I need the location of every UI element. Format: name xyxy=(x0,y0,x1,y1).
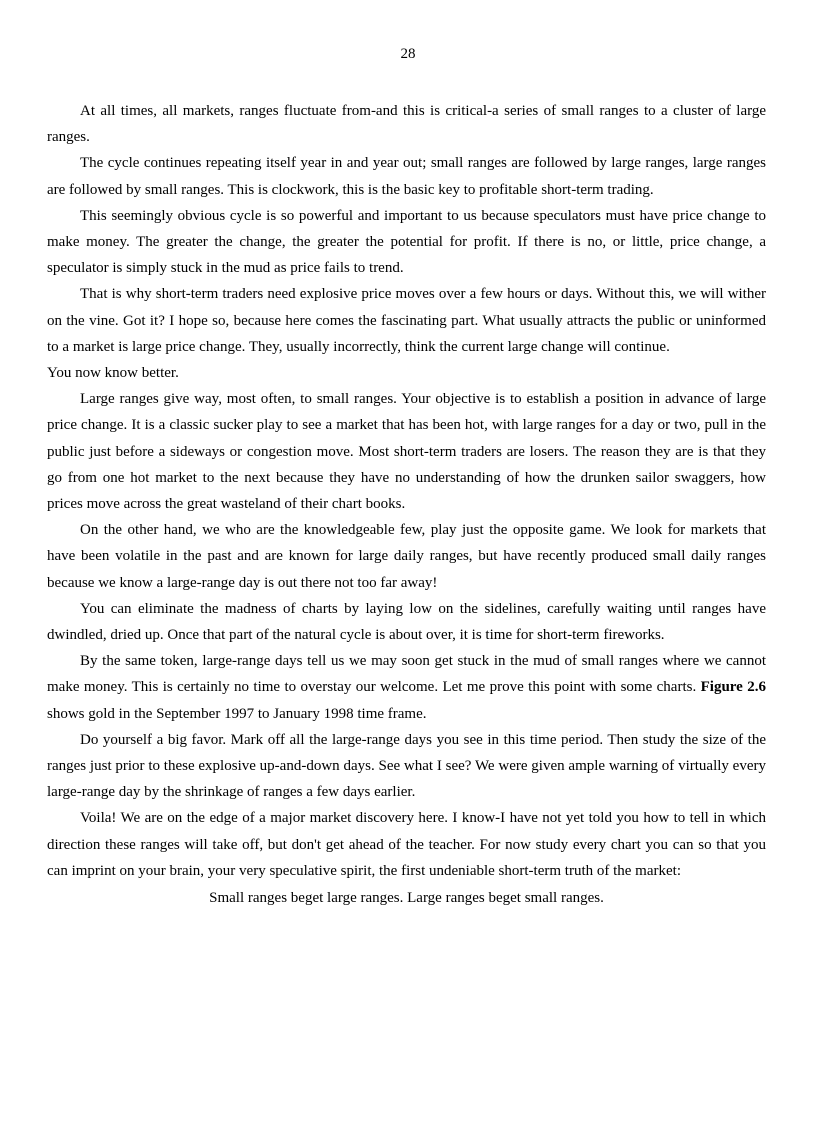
paragraph-3: This seemingly obvious cycle is so powerful and important to us because speculators must have price change to make money. The greater the change, the greater the potential for profit. If there is no, or little, price change, a speculator is simply stuck in the mud as price fails to trend. xyxy=(47,207,766,277)
paragraph-8: You can eliminate the madness of charts by laying low on the sidelines, carefully waiting until ranges have dwindled, dried up. Once that part of the natural cycle is about over, it is time for short-term fireworks. xyxy=(47,600,766,644)
paragraph-11: Voila! We are on the edge of a major market discovery here. I know-I have not yet told you how to tell in which direction these ranges will take off, but don't get ahead of the teacher. For now study every chart you can so that you can imprint on your brain, your very speculative spirit, the first undeniable short-term truth of the market: xyxy=(47,810,766,879)
paragraph-9-text-before: By the same token, large-range days tell us we may soon get stuck in the mud of small ranges where we cannot make money. This is certainly no time to overstay our welcome. Let me prove this point with some charts. xyxy=(47,653,766,696)
paragraph-9 xyxy=(47,648,766,727)
body-text xyxy=(47,98,766,911)
page-number: 28 xyxy=(400,46,416,62)
paragraph-4: That is why short-term traders need explosive price moves over a few hours or days. Without this, we will wither on the vine. Got it? I hope so, because here comes the fascinating part. What usually attracts the public or uninformed to a market is large price change. They, usually incorrectly, think the current large change will continue. xyxy=(47,286,766,355)
paragraph-1: At all times, all markets, ranges fluctuate from-and this is critical-a series of small ranges to a cluster of large ranges. xyxy=(47,103,766,146)
paragraph-9-text-after: shows gold in the September 1997 to January 1998 time frame. xyxy=(47,705,427,722)
paragraph-5: You now know better. xyxy=(47,365,179,382)
figure-reference: Figure 2.6 xyxy=(700,679,767,696)
paragraph-6: Large ranges give way, most often, to small ranges. Your objective is to establish a position in advance of large price change. It is a classic sucker play to see a market that has been hot, with large ranges for a day or two, pull in the public just before a sideways or congestion move. Most short-term traders are losers. The reason they are is that they go from one hot market to the next because they have no understanding of how the drunken sailor swaggers, how prices move across the great wasteland of their chart books. xyxy=(47,391,766,513)
paragraph-10: Do yourself a big favor. Mark off all the large-range days you see in this time period. Then study the size of the ranges just prior to these explosive up-and-down days. See what I see? We were given ample warning of virtually every large-range day by the shrinkage of ranges a few days earlier. xyxy=(47,731,766,801)
paragraph-7: On the other hand, we who are the knowledgeable few, play just the opposite game. We look for markets that have been volatile in the past and are known for large daily ranges, but have recently produced small daily ranges because we know a large-range day is out there not too far away! xyxy=(47,522,766,591)
paragraph-2: The cycle continues repeating itself year in and year out; small ranges are followed by large ranges, large ranges are followed by small ranges. This is clockwork, this is the basic key to profitable short-term trading. xyxy=(47,155,766,198)
key-truth-statement: Small ranges beget large ranges. Large ranges beget small ranges. xyxy=(209,890,604,907)
